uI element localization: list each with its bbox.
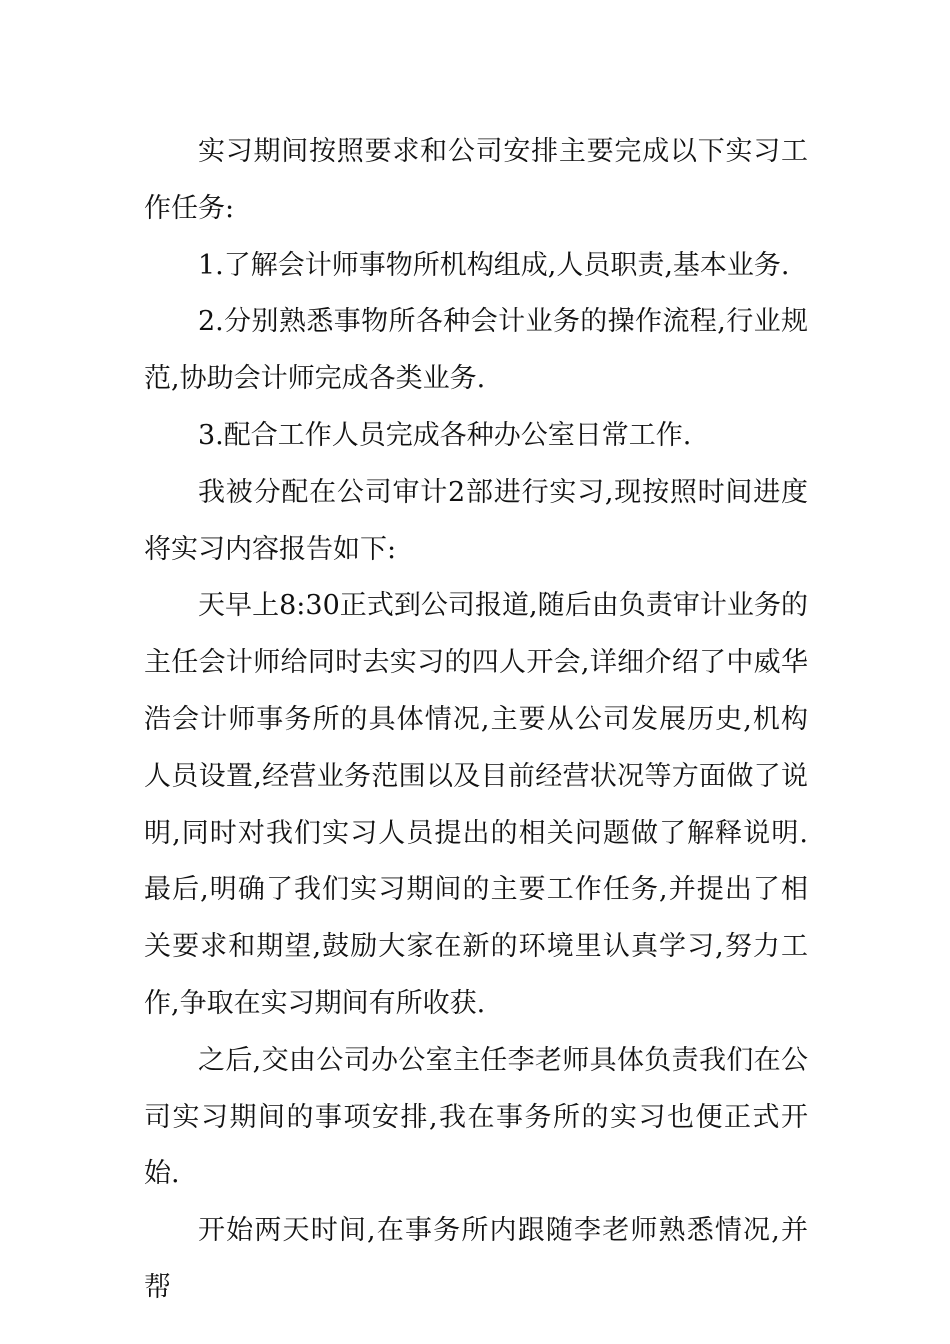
paragraph-task-1: 1.了解会计师事物所机构组成,人员职责,基本业务. [198, 249, 790, 281]
paragraph-task-3: 3.配合工作人员完成各种办公室日常工作. [198, 419, 692, 451]
document-body [144, 124, 808, 1317]
paragraph-first-two-days: 开始两天时间,在事务所内跟随李老师熟悉情况,并帮 [144, 1215, 808, 1303]
paragraph-intro: 实习期间按照要求和公司安排主要完成以下实习工作任务: [144, 136, 808, 224]
paragraph-first-day: 天早上8:30正式到公司报道,随后由负责审计业务的主任会计师给同时去实习的四人开会,详细介绍了中威华浩会计师事务所的具体情况,主要从公司发展历史,机构人员设置,经营业务范围以及目前经营状况等方面做了说明,同时对我们实习人员提出的相关问题做了解释说明.最后,明确了我们实习期间的主要工作任务,并提出了相关要求和期望,鼓励大家在新的环境里认真学习,努力工作,争取在实习期间有所收获. [144, 590, 808, 1019]
paragraph-task-2: 2.分别熟悉事物所各种会计业务的操作流程,行业规范,协助会计师完成各类业务. [144, 306, 808, 395]
paragraph-assignment: 我被分配在公司审计2部进行实习,现按照时间进度将实习内容报告如下: [144, 476, 808, 565]
paragraph-handover: 之后,交由公司办公室主任李老师具体负责我们在公司实习期间的事项安排,我在事务所的实习也便正式开始. [144, 1044, 808, 1190]
